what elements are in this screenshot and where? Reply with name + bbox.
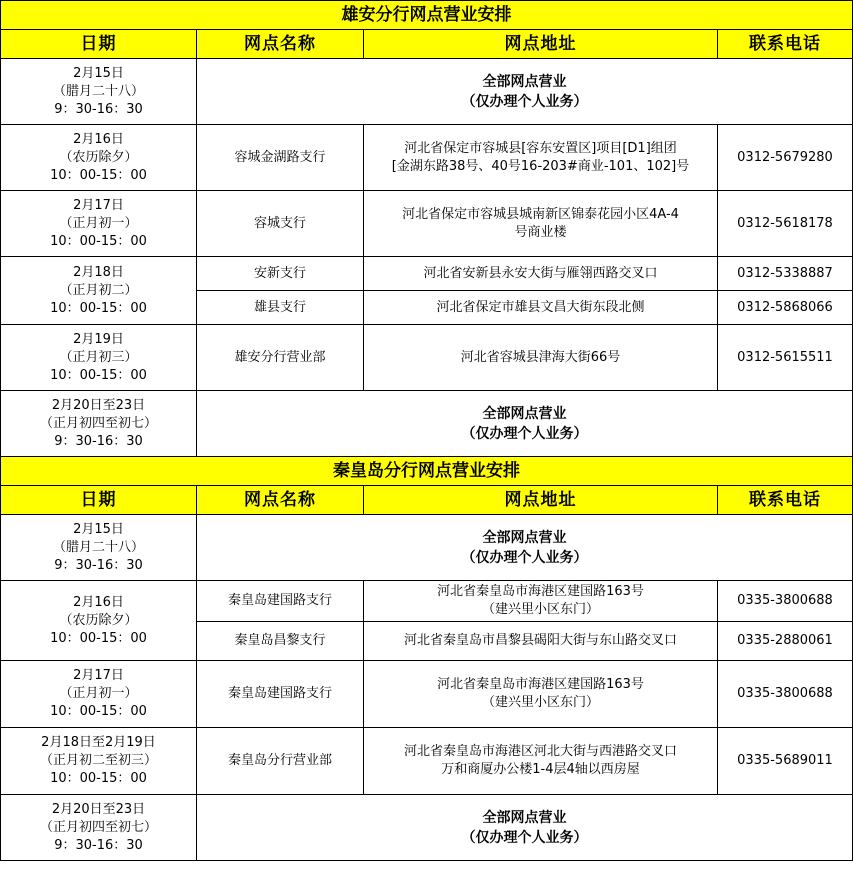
branch-phone: 0312-5615511 [718,325,853,391]
table-row [1,391,853,457]
date-cell: 2月19日 （正月初三） 10：00-15：00 [1,325,197,391]
branch-name: 容城金湖路支行 [197,125,364,191]
date-cell: 2月17日 （正月初一） 10：00-15：00 [1,661,197,728]
header-row [1,30,853,59]
section-title-row [1,1,853,30]
table-row [1,257,853,291]
branch-phone: 0312-5679280 [718,125,853,191]
section-title: 雄安分行网点营业安排 [1,1,853,30]
header-address: 网点地址 [364,30,718,59]
branch-name: 秦皇岛分行营业部 [197,728,364,795]
date-cell: 2月16日 （农历除夕） 10：00-15：00 [1,581,197,661]
header-address: 网点地址 [364,486,718,515]
branch-address: 河北省容城县津海大街66号 [364,325,718,391]
date-cell: 2月17日 （正月初一） 10：00-15：00 [1,191,197,257]
branch-address: 河北省安新县永安大街与雁翎西路交叉口 [364,257,718,291]
branch-address: 河北省保定市雄县文昌大街东段北侧 [364,291,718,325]
branch-phone: 0312-5338887 [718,257,853,291]
branch-address: 河北省秦皇岛市海港区建国路163号 （建兴里小区东门） [364,661,718,728]
table-row [1,795,853,861]
header-date: 日期 [1,486,197,515]
table-row [1,661,853,728]
branch-phone: 0335-2880061 [718,622,853,661]
date-cell: 2月16日 （农历除夕） 10：00-15：00 [1,125,197,191]
branch-name: 秦皇岛昌黎支行 [197,622,364,661]
date-cell: 2月15日 （腊月二十八） 9：30-16：30 [1,59,197,125]
table-row [1,581,853,622]
all-branches-open: 全部网点营业 （仅办理个人业务） [197,515,853,581]
branch-address: 河北省保定市容城县城南新区锦泰花园小区4A-4 号商业楼 [364,191,718,257]
header-name: 网点名称 [197,30,364,59]
all-branches-open: 全部网点营业 （仅办理个人业务） [197,391,853,457]
header-row [1,486,853,515]
table-row [1,728,853,795]
branch-address: 河北省保定市容城县[容东安置区]项目[D1]组团 [金湖东路38号、40号16-203#商业-101、102]号 [364,125,718,191]
date-cell: 2月20日至23日 （正月初四至初七） 9：30-16：30 [1,795,197,861]
branch-phone: 0312-5618178 [718,191,853,257]
branch-name: 雄安分行营业部 [197,325,364,391]
section-title-row [1,457,853,486]
branch-name: 秦皇岛建国路支行 [197,581,364,622]
branch-name: 容城支行 [197,191,364,257]
table-row [1,191,853,257]
header-date: 日期 [1,30,197,59]
branch-address: 河北省秦皇岛市昌黎县碣阳大街与东山路交叉口 [364,622,718,661]
header-phone: 联系电话 [718,486,853,515]
table-row [1,59,853,125]
all-branches-open: 全部网点营业 （仅办理个人业务） [197,59,853,125]
section-title: 秦皇岛分行网点营业安排 [1,457,853,486]
branch-phone: 0335-5689011 [718,728,853,795]
date-cell: 2月20日至23日 （正月初四至初七） 9：30-16：30 [1,391,197,457]
branch-address: 河北省秦皇岛市海港区建国路163号 （建兴里小区东门） [364,581,718,622]
branch-address: 河北省秦皇岛市海港区河北大街与西港路交叉口 万和商厦办公楼1-4层4轴以西房屋 [364,728,718,795]
branch-name: 秦皇岛建国路支行 [197,661,364,728]
table-row [1,125,853,191]
branch-name: 雄县支行 [197,291,364,325]
table-row [1,325,853,391]
header-phone: 联系电话 [718,30,853,59]
date-cell: 2月15日 （腊月二十八） 9：30-16：30 [1,515,197,581]
branch-phone: 0312-5868066 [718,291,853,325]
branch-phone: 0335-3800688 [718,581,853,622]
date-cell: 2月18日至2月19日 （正月初二至初三） 10：00-15：00 [1,728,197,795]
branch-phone: 0335-3800688 [718,661,853,728]
header-name: 网点名称 [197,486,364,515]
branch-name: 安新支行 [197,257,364,291]
table-row [1,515,853,581]
all-branches-open: 全部网点营业 （仅办理个人业务） [197,795,853,861]
date-cell: 2月18日 （正月初二） 10：00-15：00 [1,257,197,325]
